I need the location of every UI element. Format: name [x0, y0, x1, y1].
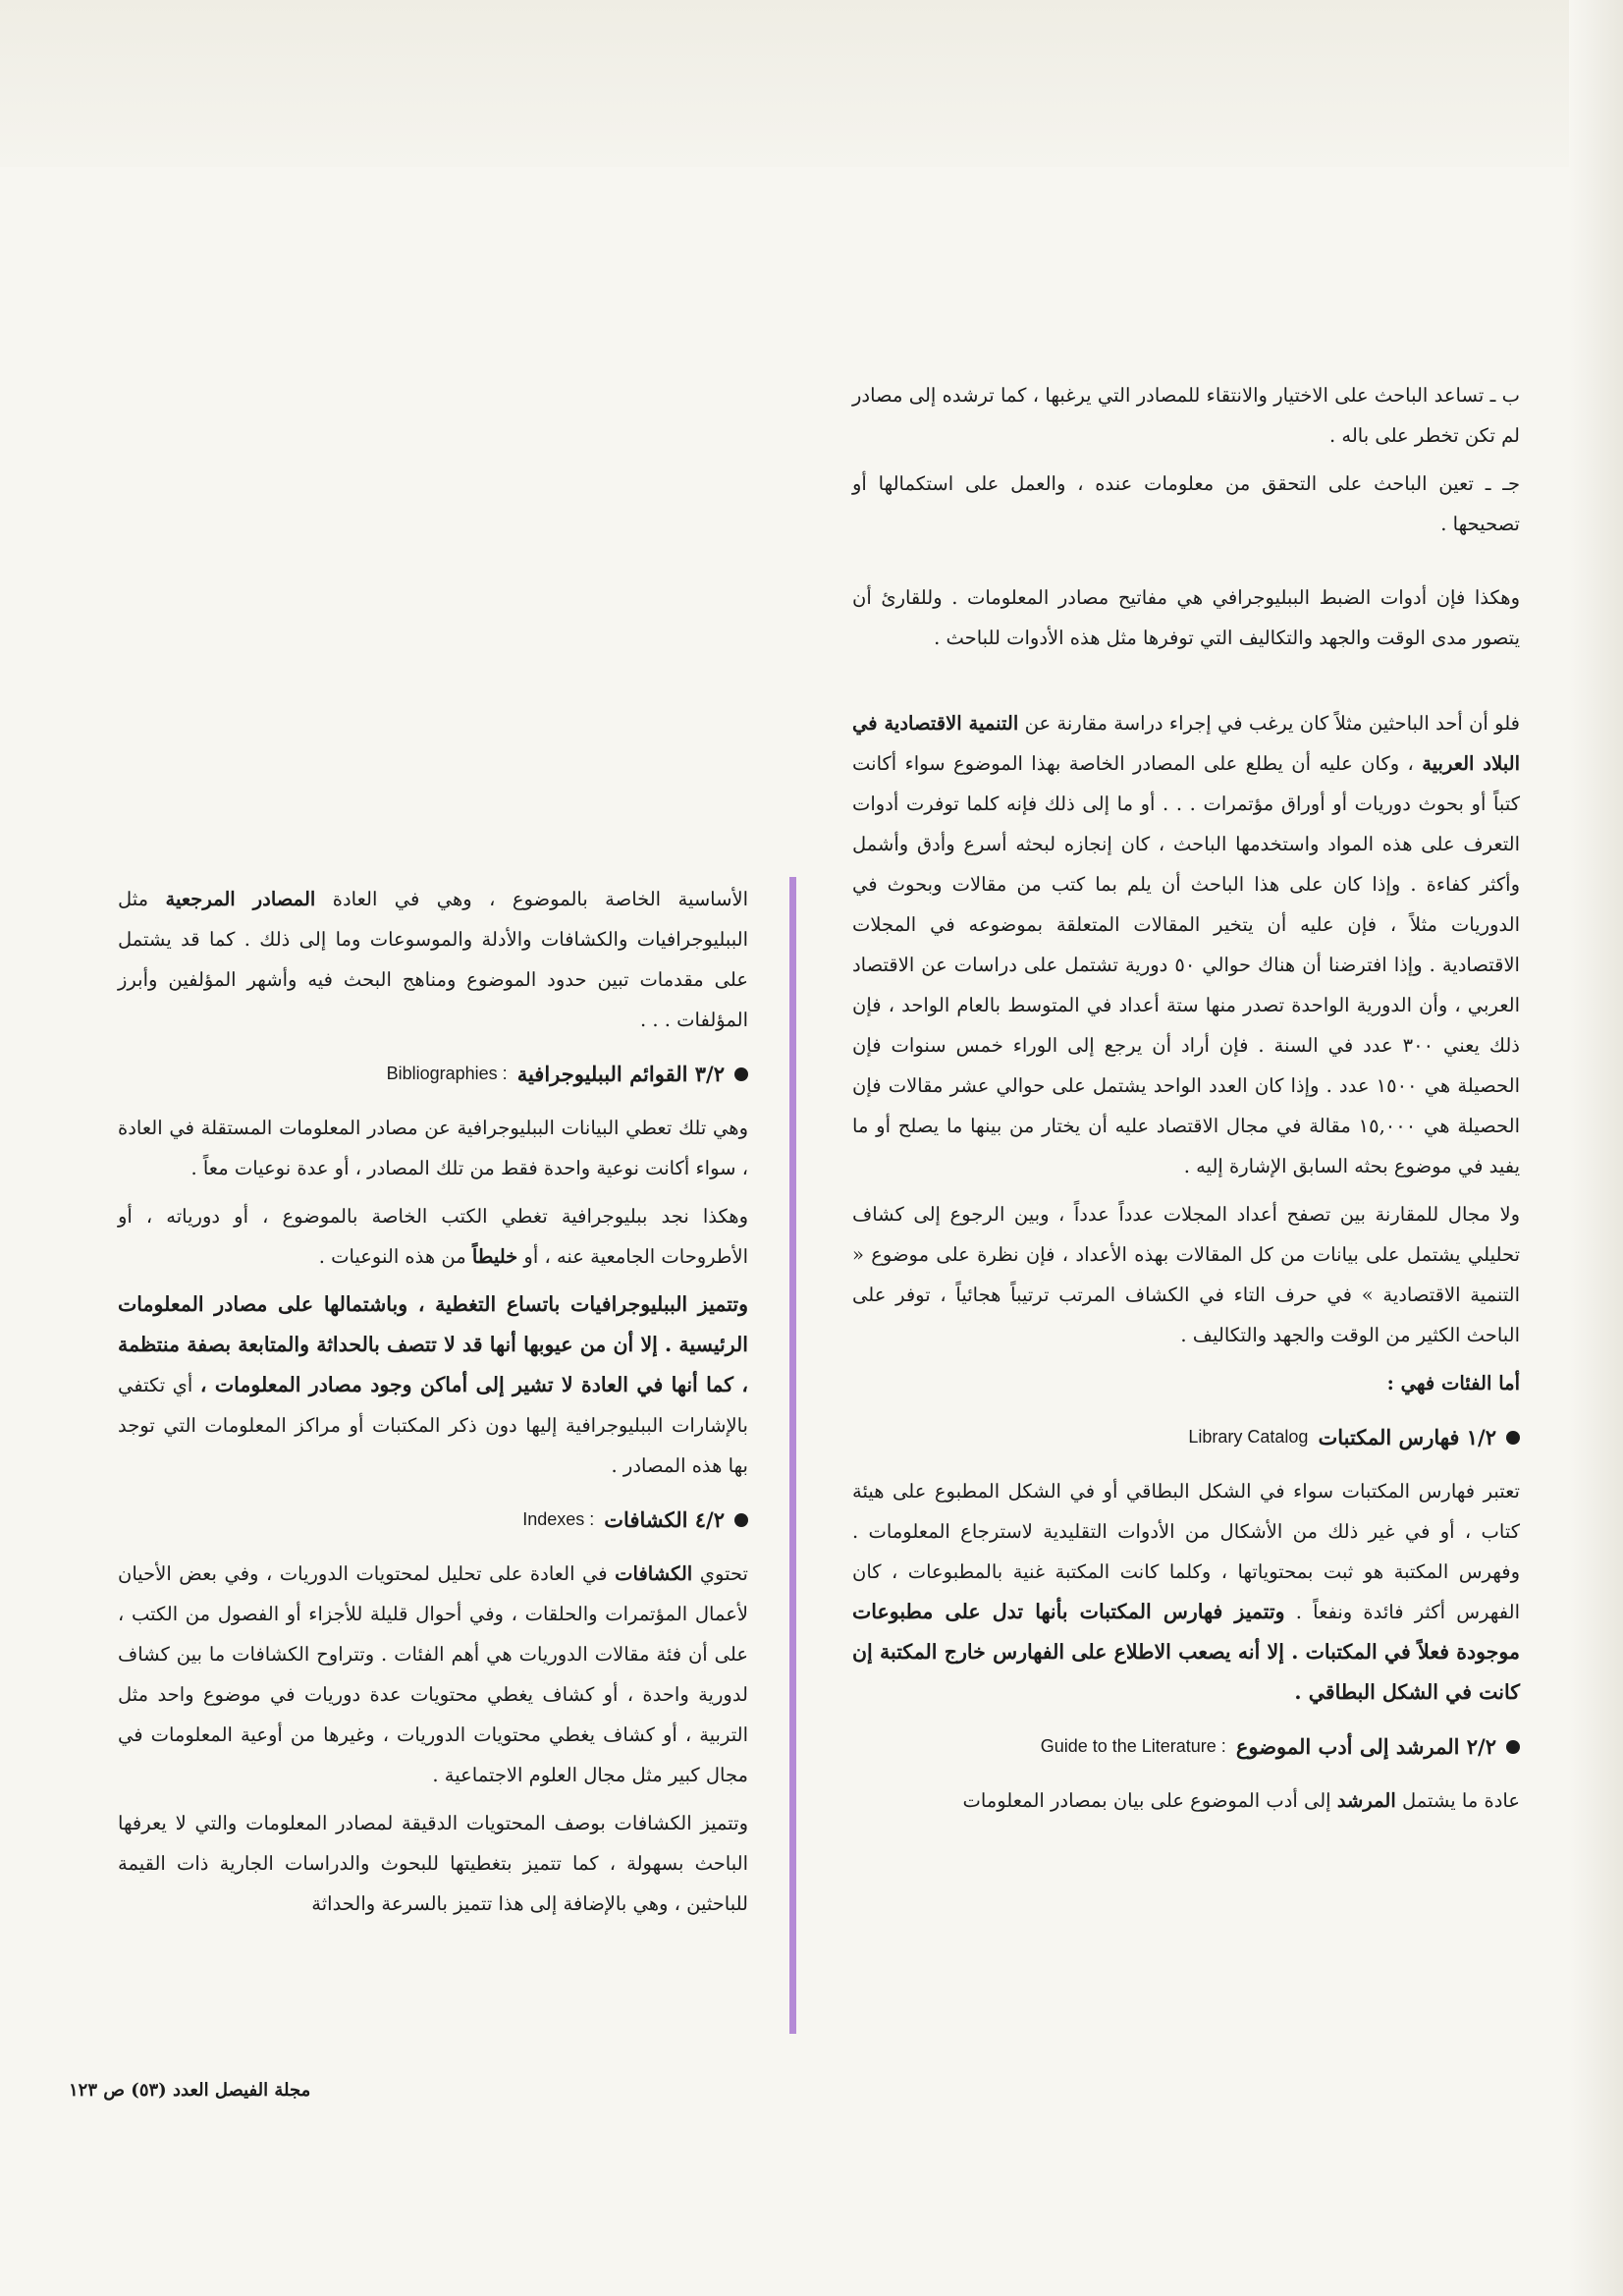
paragraph-guide	[852, 1780, 1520, 1821]
section-heading-guide-literature	[852, 1726, 1520, 1767]
paragraph-example-rest: ، وكان عليه أن يطلع على المصادر الخاصة بهذا الموضوع سواء أكانت كتباً أو بحوث دوريات أو أوراق مؤتمرات . . . أو ما إلى ذلك فإنه كلما توفرت أدوات التعرف على هذه المواد واستخدمها الباحث ، كان إنجازه لبحثه أسرع وأدق وأشمل وأكثر كفاءة . وإذا كان على هذا الباحث أن يلم بما كتب من مقالات وبحوث في الدوريات مثلاً ، فإن عليه أن يتخير المقالات المتعلقة بموضوعه في المجلات الاقتصادية . وإذا افترضنا أن هناك حوالي ٥٠ دورية تشتمل على دراسات عن الاقتصاد العربي ، وأن الدورية الواحدة تصدر منها ستة أعداد في المتوسط بالعام الواحد ، فإن ذلك يعني ٣٠٠ عدد في السنة . فإن أراد أن يرجع إلى الوراء خمس سنوات فإن الحصيلة هي ١٥٠٠ عدد . وإذا كان العدد الواحد يشتمل على حوالي عشر مقالات فإن الحصيلة هي ١٥,٠٠٠ مقالة في مجال الاقتصاد عليه أن يختار من بينها ما يصلح أو ما يفيد في موضوع بحثه السابق الإشارة إليه .	[852, 752, 1520, 1177]
paragraph-types-rest: من هذه النوعيات .	[318, 1245, 466, 1268]
heading-english: Bibliographies :	[386, 1064, 508, 1083]
page-edge-shadow	[1569, 0, 1623, 2296]
paragraph-example-start: فلو أن أحد الباحثين مثلاً كان يرغب في إجراء دراسة مقارنة عن	[1024, 712, 1521, 735]
paragraph-example	[852, 703, 1520, 1186]
paragraph-bibliography-features	[118, 1285, 748, 1486]
categories-heading: أما الفئات فهي :	[1386, 1372, 1520, 1394]
heading-english: Guide to the Literature :	[1040, 1736, 1226, 1756]
paragraph-guide-continued	[118, 879, 748, 1040]
heading-arabic: ٢/٢ المرشد إلى أدب الموضوع	[1235, 1734, 1496, 1759]
page-top-band	[0, 0, 1623, 167]
economic-development-emphasis: التنمية الاقتصادية في البلاد العربية	[852, 712, 1520, 775]
paragraph-comparison: ولا مجال للمقارنة بين تصفح أعداد المجلات عدداً عدداً ، وبين الرجوع إلى كشاف تحليلي يشتمل على بيانات من كل المقالات بهذه الأعداد ، فإن نظرة على موضوع « التنمية الاقتصادية » في حرف التاء في الكشاف المرتب ترتيباً هجائياً ، توفر على الباحث الكثير من الوقت والجهد والتكاليف .	[852, 1203, 1520, 1346]
paragraph-indexes	[118, 1554, 748, 1795]
bullet-icon	[1506, 1740, 1520, 1754]
heading-arabic: ٣/٢ القوائم الببليوجرافية	[516, 1062, 725, 1086]
paragraph-indexes-start: تحتوي	[699, 1562, 748, 1585]
paragraph-catalogs-text: تعتبر فهارس المكتبات سواء في الشكل البطاقي أو في الشكل المطبوع على هيئة كتاب ، أو في غير ذلك من الأشكال من الأدوات التقليدية لاسترجاع المعلومات . وفهرس المكتبة هو ثبت بمحتوياتها ، وكلما كانت المكتبة غنية بالمطبوعات ، كان الفهرس أكثر فائدة ونفعاً .	[852, 1480, 1521, 1623]
section-heading-indexes	[118, 1500, 748, 1540]
paragraph-guide-cont-start: الأساسية الخاصة بالموضوع ، وهي في العادة	[332, 888, 748, 910]
paragraph-guide-start: عادة ما يشتمل	[1401, 1789, 1520, 1812]
paragraph-index-features: وتتميز الكشافات بوصف المحتويات الدقيقة لمصادر المعلومات والتي لا يعرفها الباحث بسهولة ، كما تتميز بتغطيتها للبحوث والدراسات الجارية ذات القيمة للباحثين ، وهي بالإضافة إلى هذا تتميز بالسرعة والحداثة	[118, 1812, 748, 1915]
paragraph-c: جـ ـ تعين الباحث على التحقق من معلومات عنده ، والعمل على استكمالها أو تصحيحها .	[852, 472, 1520, 535]
page-footer: مجلة الفيصل العدد (٥٣) ص ١٢٣	[69, 2080, 311, 2101]
paragraph-catalogs	[852, 1471, 1520, 1713]
bullet-icon	[734, 1513, 748, 1527]
paragraph-indexes-rest: في العادة على تحليل لمحتويات الدوريات ، وفي بعض الأحيان لأعمال المؤتمرات والحلقات ، وفي أحوال قليلة للأجزاء أو الفصول من الكتب ، على أن فئة مقالات الدوريات هي أهم الفئات . وتتراوح الكشافات ما بين كشاف لدورية واحدة ، أو كشاف يغطي محتويات عدة دوريات في موضوع واحد مثل التربية ، أو كشاف يغطي محتويات الدوريات ، وغيرها من أوعية المعلومات في مجال كبير مثل مجال العلوم الاجتماعية .	[118, 1562, 748, 1786]
heading-arabic: ١/٢ فهارس المكتبات	[1318, 1425, 1496, 1449]
paragraph-guide-rest: إلى أدب الموضوع على بيان بمصادر المعلومات	[962, 1789, 1331, 1812]
bullet-icon	[1506, 1431, 1520, 1445]
indexes-emphasis: الكشافات	[615, 1562, 693, 1585]
paragraph-bibliography-types	[118, 1196, 748, 1277]
mixture-emphasis: خليطاً	[471, 1245, 518, 1268]
section-heading-bibliographies	[118, 1054, 748, 1094]
reference-sources-emphasis: المصادر المرجعية	[165, 888, 316, 910]
section-heading-library-catalog	[852, 1417, 1520, 1457]
heading-arabic: ٤/٢ الكشافات	[604, 1507, 725, 1532]
catalogs-emphasis: وتتميز فهارس المكتبات بأنها تدل على مطبوعات موجودة فعلاً في المكتبات . إلا أنه يصعب الاطلاع على الفهارس خارج المكتبة إن كانت في الشكل البطاقي .	[852, 1600, 1520, 1704]
bullet-icon	[734, 1067, 748, 1081]
heading-english: Library Catalog	[1188, 1427, 1309, 1447]
paragraph-b: ب ـ تساعد الباحث على الاختيار والانتقاء للمصادر التي يرغبها ، كما ترشده إلى مصادر لم تكن تخطر على باله .	[852, 384, 1520, 447]
left-column	[118, 879, 748, 1932]
paragraph-features-rest: أي تكتفي بالإشارات الببليوجرافية إليها دون ذكر المكتبات أو مراكز المعلومات التي توجد بها هذه المصادر .	[118, 1374, 748, 1477]
heading-english: Indexes :	[522, 1509, 595, 1529]
bibliography-features-emphasis: وتتميز الببليوجرافيات باتساع التغطية ، وباشتمالها على مصادر المعلومات الرئيسية . إلا أن من عيوبها أنها قد لا تتصف بالحداثة والمتابعة بصفة منتظمة ، كما أنها في العادة لا تشير إلى أماكن وجود مصادر المعلومات ،	[118, 1292, 749, 1396]
paragraph-bibliographies: وهي تلك تعطي البيانات الببليوجرافية عن مصادر المعلومات المستقلة في العادة ، سواء أكانت نوعية واحدة فقط من تلك المصادر ، أو عدة نوعيات معاً .	[118, 1117, 748, 1179]
paragraph-guide-cont-rest: مثل الببليوجرافيات والكشافات والأدلة والموسوعات وما إلى ذلك . كما قد يشتمل على مقدمات تبين حدود الموضوع ومناهج البحث فيه وأشهر المؤلفين وأبرز المؤلفات . . .	[118, 888, 748, 1031]
right-column	[852, 375, 1520, 1829]
guide-emphasis: المرشد	[1336, 1789, 1396, 1812]
paragraph-keys: وهكذا فإن أدوات الضبط الببليوجرافي هي مفاتيح مصادر المعلومات . وللقارئ أن يتصور مدى الوقت والجهد والتكاليف التي توفرها مثل هذه الأدوات للباحث .	[852, 586, 1520, 649]
paragraph-types-start: وهكذا نجد ببليوجرافية تغطي الكتب الخاصة بالموضوع ، أو دورياته ، أو الأطروحات الجامعية عنه ، أو	[118, 1205, 748, 1268]
column-divider	[789, 877, 796, 2034]
